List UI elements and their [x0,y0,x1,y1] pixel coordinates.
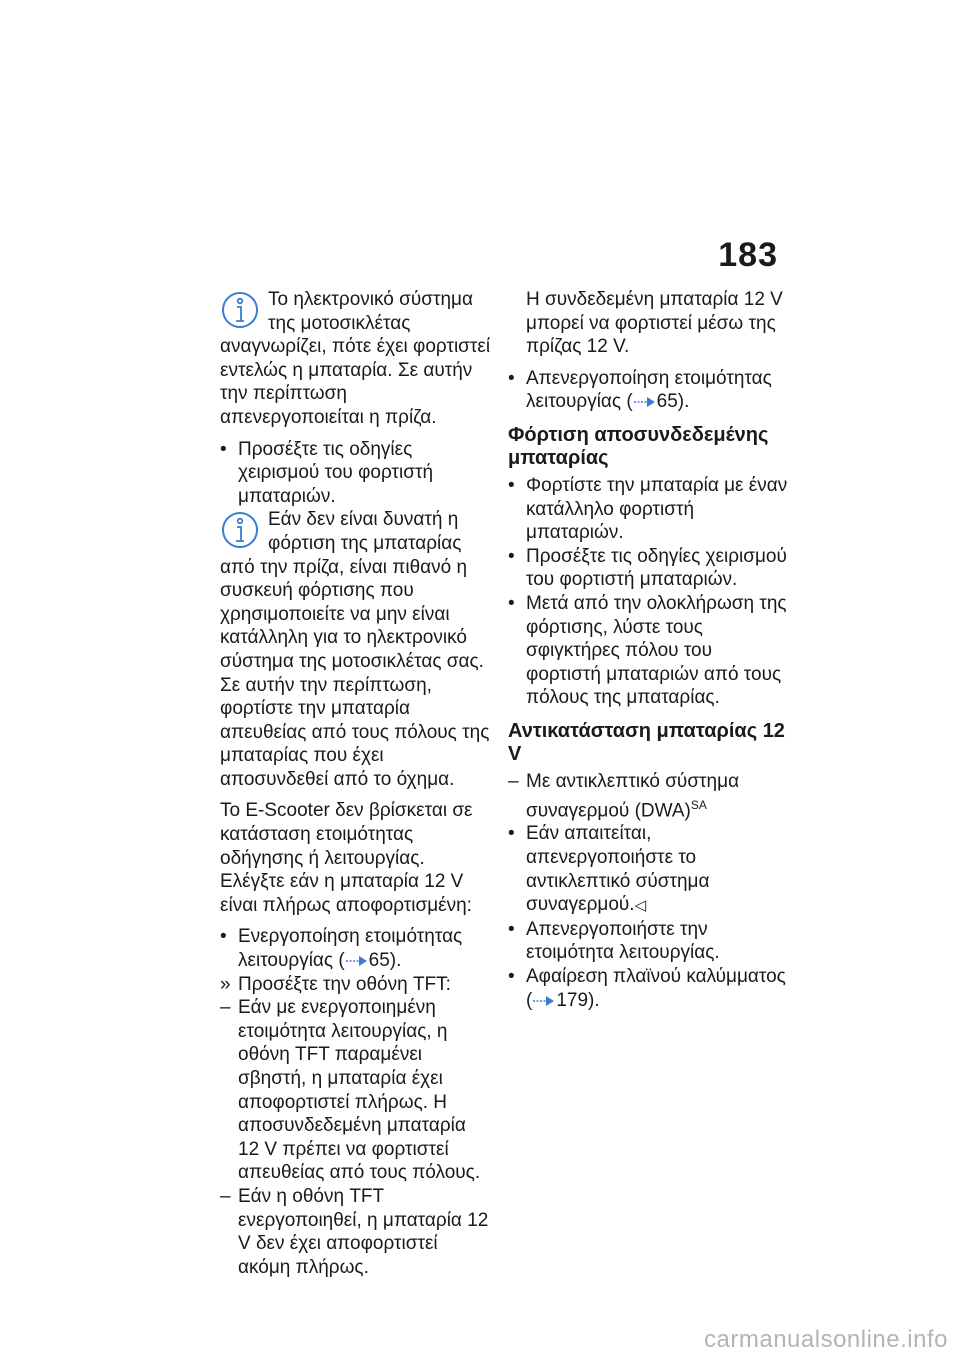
info-icon [220,290,260,330]
bullet-marker: • [508,474,515,496]
list-item: • Προσέξτε τις οδηγίες χειρισμού του φορτιστή μπαταριών. [220,438,434,507]
arrow-right-icon [633,396,657,408]
result-item: – Εάν η οθόνη TFT ενεργοποιηθεί, η μπαταρία 12 V δεν έχει αποφορτιστεί ακόμη πλήρως. [220,1185,489,1278]
bullet-marker: • [508,965,515,987]
paragraph: Το E-Scooter δεν βρίσκεται σε κατάσταση ετοιμότητας οδήγησης ή λειτουργίας. Ελέγξτε εάν η μπαταρία 12 V είναι πλήρως αποφορτισμένη: [220,800,473,916]
list-item: • Απενεργοποίηση ετοιμότητας λειτουργίας ( 65). [508,367,772,413]
right-column [508,288,788,1012]
list-item: • Ενεργοποίηση ετοιμότητας λειτουργίας ( 65). [220,926,463,972]
note-text: Το ηλεκτρονικό σύστημα της μοτοσικλέτας αναγνωρίζει, πότε έχει φορτιστεί εντελώς η μπαταρία. Σε αυτήν την περίπτωση απενεργοποιείται η πρίζα. [220,289,491,428]
note-block-2 [220,508,492,791]
info-icon [220,510,260,550]
list-item: • Αφαίρεση πλαϊνού καλύμματος ( 179). [508,965,786,1011]
bullet-marker: • [508,367,515,389]
dash-marker: – [220,997,231,1019]
result-item: – Εάν με ενεργοποιημένη ετοιμότητα λειτουργίας, η οθόνη TFT παραμένει σβηστή, η μπαταρία έχει αποφορτιστεί πλήρως. Η αποσυνδεδεμένη μπαταρία 12 V πρέπει να φορτιστεί απευθείας από τους πόλους. [220,997,481,1184]
arrow-right-icon [532,995,556,1007]
list-item: • Φορτίστε την μπαταρία με έναν κατάλληλο φορτιστή μπαταριών. [508,474,788,544]
note-text: Εάν δεν είναι δυνατή η φόρτιση της μπαταρίας από την πρίζα, είναι πιθανό η συσκευή φόρτισης που χρησιμοποιείτε να μην είναι κατάλληλη για το ηλεκτρονικό σύστημα της μοτοσικλέτας σας. Σε αυτήν την περίπτωση, φορτίστε την μπαταρία απευθείας από τους πόλους της μπαταρίας που έχει αποσυνδεθεί από το όχημα. [220,509,490,790]
section-heading: Φόρτιση αποσυνδεδεμένης μπαταρίας [508,423,769,469]
dash-marker: – [508,770,519,792]
bullet-marker: • [508,592,515,614]
paragraph: Η συνδεδεμένη μπαταρία 12 V μπορεί να φορτιστεί μέσω της πρίζας 12 V. [526,289,783,358]
bullet-marker: • [508,545,515,567]
note-block-1 [220,288,492,430]
step-item: » Προσέξτε την οθόνη TFT: [220,973,451,995]
arrow-right-icon [345,955,369,967]
section-heading: Αντικατάσταση μπαταρίας 12 V [508,719,785,765]
bullet-marker: • [508,918,515,940]
list-item: • Προσέξτε τις οδηγίες χειρισμού του φορτιστή μπαταριών. [508,545,787,591]
list-item: • Εάν απαιτείται, απενεργοποιήστε το αντικλεπτικό σύστημα συναγερμού.◁ [508,823,710,916]
sa-superscript: SA [690,797,707,812]
page-number: 183 [718,236,778,274]
condition-item: – Με αντικλεπτικό σύστημα συναγερμού (DWA)$^{SA}$ [508,770,740,821]
bullet-marker: • [508,823,515,845]
bullet-marker: • [220,438,227,460]
watermark: carmanualsonline.info [704,1326,948,1353]
bullet-marker: • [220,926,227,948]
dash-marker: – [220,1185,231,1207]
left-column [220,288,492,1279]
list-item: • Μετά από την ολοκλήρωση της φόρτισης, λύστε τους σφιγκτήρες πόλου του φορτιστή μπαταριών από τους πόλους της μπαταρίας. [508,592,787,709]
step-marker: » [220,973,231,995]
list-item: • Απενεργοποιήστε την ετοιμότητα λειτουργίας. [508,918,720,964]
end-mark: ◁ [634,897,647,915]
